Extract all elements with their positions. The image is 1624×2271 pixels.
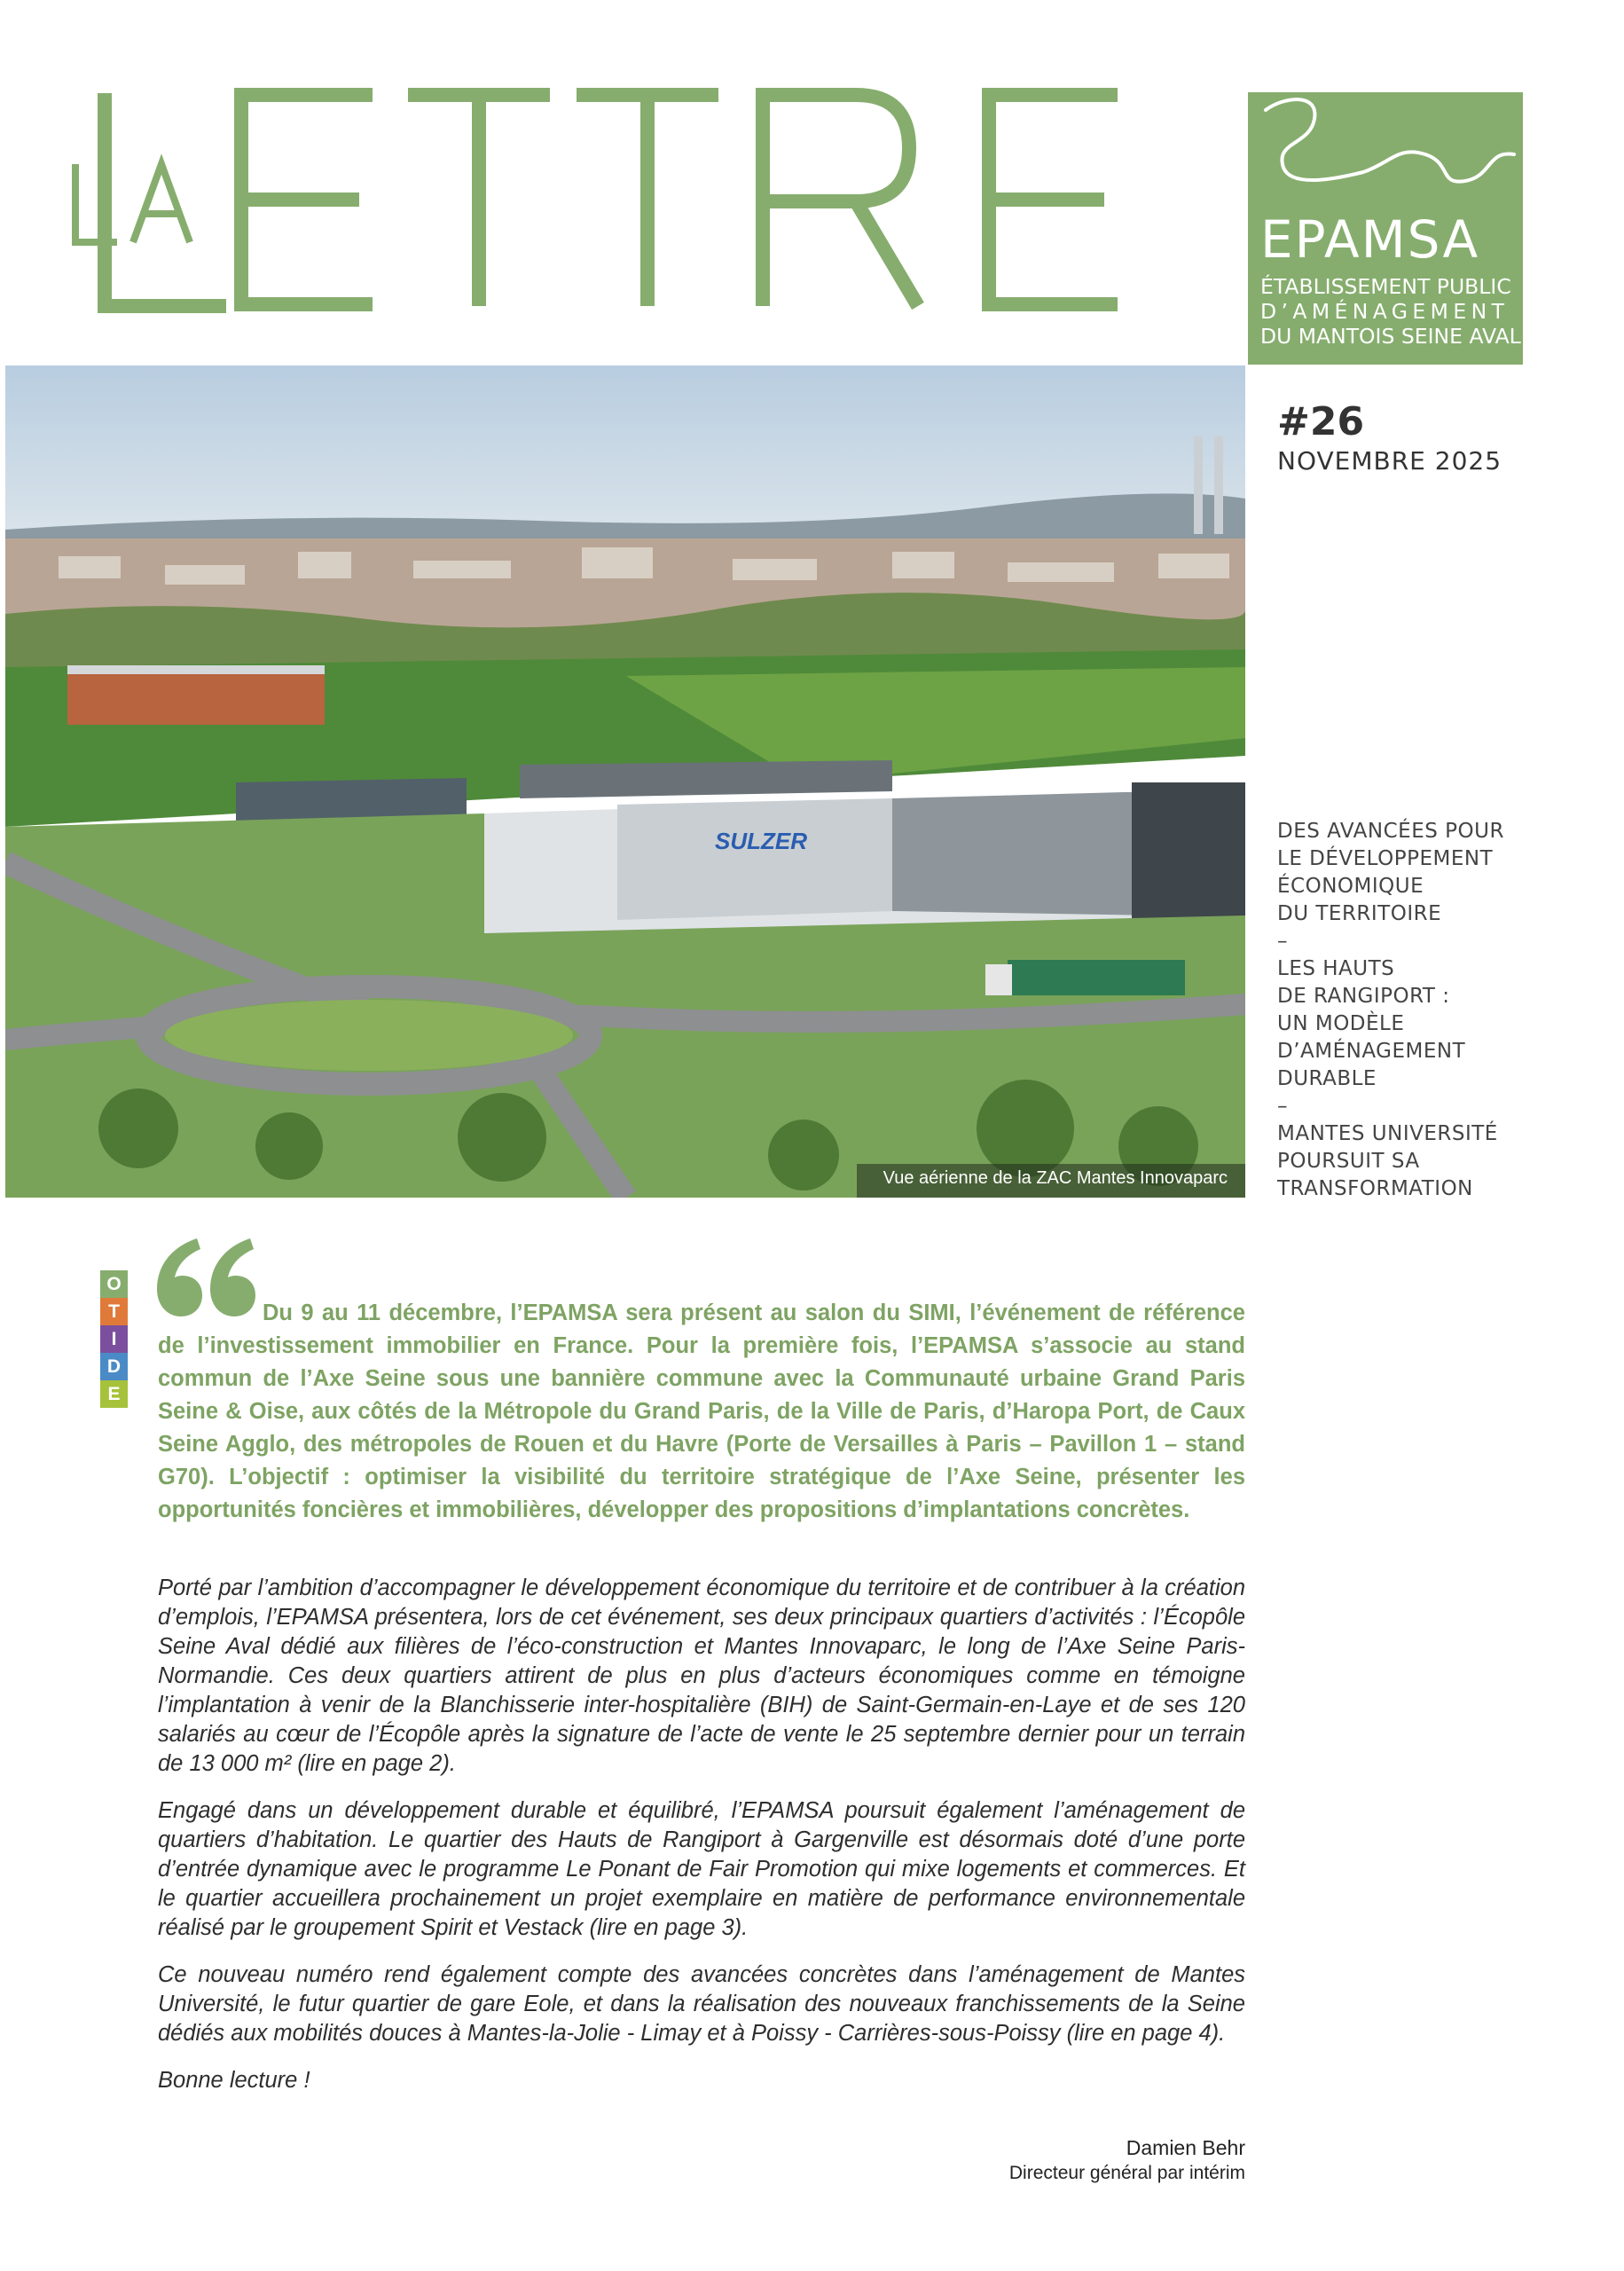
summary-line: DU TERRITOIRE — [1277, 902, 1442, 925]
summary-item — [1277, 1120, 1543, 1203]
edito-body — [158, 1574, 1245, 2095]
building-sign: SULZER — [715, 828, 807, 854]
signature-role: Directeur général par intérim — [1008, 2163, 1245, 2183]
edito-paragraph: Ce nouveau numéro rend également compte des avancées concrètes dans l’aménagement de Mantes Université, le futur quartier de gare Eole, et dans la réalisation des nouveaux franchissements de la Seine dédiés aux mobilités douces à Mantes-la-Jolie - Limay et à Poissy - Carrières-sous-Poissy (lire en page 4). — [158, 1962, 1245, 2046]
summary-line: D’AMÉNAGEMENT — [1277, 1040, 1466, 1063]
edito-lead — [158, 1297, 1245, 1527]
edito-letter: D — [100, 1353, 128, 1380]
summary-line: UN MODÈLE — [1277, 1012, 1405, 1035]
edito-letter: E — [100, 1380, 128, 1408]
org-full-line: ÉTABLISSEMENT PUBLIC — [1260, 274, 1511, 299]
summary-separator: – — [1277, 1095, 1288, 1118]
edito-tab — [100, 1270, 128, 1435]
issue-summary — [1277, 818, 1543, 1203]
summary-line: ÉCONOMIQUE — [1277, 875, 1424, 898]
summary-line: DES AVANCÉES POUR — [1277, 820, 1504, 843]
edito-lead-text: Du 9 au 11 décembre, l’EPAMSA sera présent au salon du SIMI, l’événement de référence de l’investissement immobilier en France. Pour la première fois, l’EPAMSA s’associe au stand commun de l’Axe Seine sous une bannière commune avec la Communauté urbaine Grand Paris Seine & Oise, aux côtés de la Métropole du Grand Paris, de la Ville de Paris, d’Haropa Port, de Caux Seine Agglo, des métropoles de Rouen et du Havre (Porte de Versailles à Paris – Pavillon 1 – stand G70). L’objectif : optimiser la visibilité du territoire stratégique de l’Axe Seine, présenter les opportunités foncières et immobilières, développer des propositions d’implantations concrètes. — [158, 1301, 1245, 1522]
edito-paragraph: Porté par l’ambition d’accompagner le développement économique du territoire et de contribuer à la création d’emplois, l’EPAMSA présentera, lors de cet événement, ses deux principaux quartiers d’activités : l’Écopôle Seine Aval dédié aux filières de l’éco-construction et Mantes Innovaparc, le long de l’Axe Seine Paris-Normandie. Ces deux quartiers attirent de plus en plus d’acteurs économiques comme en témoigne l’implantation à venir de la Blanchisserie inter-hospitalière (BIH) de Saint-Germain-en-Laye et de ses 120 salariés au cœur de l’Écopôle après la signature de l’acte de vente le 25 septembre dernier pour un terrain de 13 000 m² (lire en page 2). — [158, 1576, 1245, 1776]
issue-number: #26 — [1277, 399, 1365, 444]
river-line-icon — [1248, 92, 1523, 225]
cover-photo — [5, 365, 1245, 1198]
summary-line: LE DÉVELOPPEMENT — [1277, 847, 1494, 870]
org-full-line: DU MANTOIS SEINE AVAL — [1260, 324, 1521, 349]
org-full-name — [1260, 274, 1521, 349]
masthead — [0, 0, 1624, 475]
aerial-view-illustration — [5, 365, 1245, 1198]
summary-line: POURSUIT SA — [1277, 1150, 1420, 1173]
org-full-line: D’AMÉNAGEMENT — [1260, 299, 1510, 324]
summary-line: TRANSFORMATION — [1277, 1177, 1473, 1200]
summary-item — [1277, 955, 1543, 1093]
edito-letter: T — [100, 1298, 128, 1325]
edito-letter: I — [100, 1325, 128, 1353]
org-name: EPAMSA — [1260, 209, 1480, 270]
photo-caption: Vue aérienne de la ZAC Mantes Innovaparc — [883, 1168, 1228, 1188]
epamsa-logo-box — [1248, 92, 1523, 365]
summary-item — [1277, 818, 1543, 928]
summary-separator: – — [1277, 930, 1288, 953]
issue-date: NOVEMBRE 2025 — [1277, 446, 1502, 475]
summary-line: DURABLE — [1277, 1067, 1377, 1090]
summary-line: DE RANGIPORT : — [1277, 985, 1450, 1008]
edito-closing: Bonne lecture ! — [158, 2068, 310, 2093]
summary-line: LES HAUTS — [1277, 957, 1395, 980]
la-lettre-logo — [53, 84, 1224, 324]
summary-line: MANTES UNIVERSITÉ — [1277, 1122, 1498, 1145]
edito-paragraph: Engagé dans un développement durable et équilibré, l’EPAMSA poursuit également l’aménagement de quartiers d’habitation. Le quartier des Hauts de Rangiport à Gargenville est désormais doté d’une porte d’entrée dynamique avec le programme Le Ponant de Fair Promotion qui mixe logements et commerces. Et le quartier accueillera prochainement un projet exemplaire en matière de performance environnementale réalisé par le groupement Spirit et Vestack (lire en page 3). — [158, 1798, 1245, 1940]
signature — [1009, 2134, 1245, 2186]
signature-name: Damien Behr — [1126, 2136, 1245, 2159]
edito-letter: O — [100, 1270, 128, 1298]
